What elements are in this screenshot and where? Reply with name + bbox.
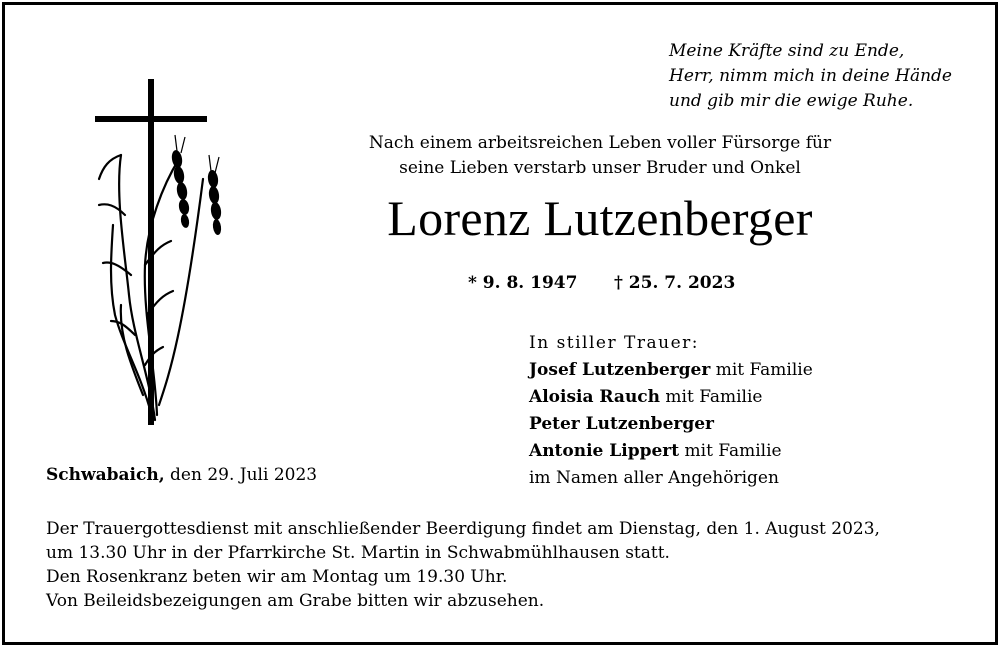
obituary-card (2, 2, 998, 645)
service-notes (46, 517, 880, 613)
mourners-list (529, 330, 813, 492)
motto-line: Meine Kräfte sind zu Ende, (669, 41, 905, 61)
note-line: Den Rosenkranz beten wir am Montag um 19.30 Uhr. (46, 567, 508, 587)
mourner-name: Josef Lutzenberger (529, 360, 711, 380)
place-name: Schwabaich, (46, 465, 165, 485)
mourner-suffix: mit Familie (679, 441, 782, 461)
mourner-entry (529, 438, 813, 465)
note-line: Der Trauergottesdienst mit anschließender Beerdigung findet am Dienstag, den 1. August 2023, (46, 519, 880, 539)
issue-date: den 29. Juli 2023 (164, 465, 318, 485)
motto-verse (669, 39, 952, 114)
motto-line: Herr, nimm mich in deine Hände (669, 66, 952, 86)
note-line: Von Beileidsbezeigungen am Grabe bitten wir abzusehen. (46, 591, 545, 611)
intro-line: seine Lieben verstarb unser Bruder und Onkel (399, 158, 801, 178)
mourner-entry (529, 384, 813, 411)
mourner-name: Aloisia Rauch (529, 387, 661, 407)
intro-text (265, 131, 935, 181)
mourner-name: Antonie Lippert (529, 441, 680, 461)
deceased-name: Lorenz Lutzenberger (387, 190, 813, 246)
motto-line: und gib mir die ewige Ruhe. (669, 91, 914, 111)
intro-line: Nach einem arbeitsreichen Leben voller Fürsorge für (368, 133, 832, 153)
place-date (46, 465, 317, 485)
mourner-entry (529, 357, 813, 384)
mourner-entry (529, 411, 813, 438)
cross-with-wheat-icon (85, 75, 225, 435)
death-date: † 25. 7. 2023 (614, 273, 736, 293)
mourner-suffix: mit Familie (710, 360, 813, 380)
note-line: um 13.30 Uhr in der Pfarrkirche St. Martin in Schwabmühlhausen statt. (46, 543, 670, 563)
mourners-heading: In stiller Trauer: (529, 333, 699, 353)
mourner-name: Peter Lutzenberger (529, 414, 714, 434)
birth-date: * 9. 8. 1947 (468, 273, 578, 293)
mourner-suffix: mit Familie (660, 387, 763, 407)
mourners-closing: im Namen aller Angehörigen (529, 468, 779, 488)
